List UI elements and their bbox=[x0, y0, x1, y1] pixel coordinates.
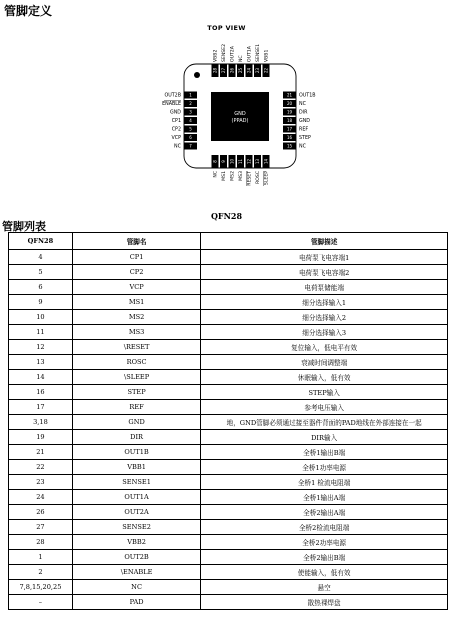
top-pin-number: 28 bbox=[212, 67, 218, 74]
right-pin-name: REF bbox=[299, 127, 309, 133]
bottom-pin-number: 13 bbox=[254, 158, 260, 165]
bottom-pin-name: RESET bbox=[247, 171, 253, 186]
left-pin-number: 3 bbox=[189, 109, 192, 115]
table-row bbox=[9, 250, 448, 265]
table-row bbox=[9, 370, 448, 385]
pin-name-cell: REF bbox=[72, 400, 200, 415]
top-pin-number: 24 bbox=[246, 67, 252, 74]
right-pin-name: OUT1B bbox=[299, 93, 316, 99]
pin-description-cell: 复位输入，低电平有效 bbox=[201, 340, 448, 355]
top-pin-name: OUT1A bbox=[247, 46, 253, 62]
table-row bbox=[9, 340, 448, 355]
pin-description-cell: 地，GND管脚必须通过接至器件背面的PAD地线在外部连接在一起 bbox=[201, 415, 448, 430]
left-pin-number: 1 bbox=[189, 92, 192, 98]
pin-description-cell: 全桥1功率电源 bbox=[201, 460, 448, 475]
left-pin-name: ENABLE bbox=[162, 102, 181, 108]
pin-description-cell: 细分选择输入2 bbox=[201, 310, 448, 325]
pin-name-cell: STEP bbox=[72, 385, 200, 400]
pin-name-cell: DIR bbox=[72, 430, 200, 445]
pin-description-cell: DIR输入 bbox=[201, 430, 448, 445]
bottom-pin-number: 12 bbox=[246, 158, 252, 165]
table-row bbox=[9, 265, 448, 280]
top-pin-name: NC bbox=[239, 55, 245, 62]
bottom-pin-name: ROSC bbox=[256, 171, 262, 184]
table-row bbox=[9, 430, 448, 445]
pin-number-cell: 12 bbox=[9, 340, 73, 355]
pin-description-cell: 悬空 bbox=[201, 580, 448, 595]
section-title: 管脚定义 bbox=[4, 4, 53, 18]
table-row bbox=[9, 535, 448, 550]
table-row bbox=[9, 280, 448, 295]
pin-number-cell: 11 bbox=[9, 325, 73, 340]
top-pin-number: 26 bbox=[229, 67, 235, 74]
table-row bbox=[9, 580, 448, 595]
pin-description-cell: 全桥2输出B端 bbox=[201, 550, 448, 565]
pin-name-cell: MS1 bbox=[72, 295, 200, 310]
table-row bbox=[9, 325, 448, 340]
pin-description-cell: 全桥1 检流电阻端 bbox=[201, 475, 448, 490]
pin-description-cell: 全桥2检流电阻端 bbox=[201, 520, 448, 535]
bottom-pin-name: MS3 bbox=[239, 171, 245, 181]
pin-name-cell: \ENABLE bbox=[72, 565, 200, 580]
left-pin-name: GND bbox=[170, 110, 181, 116]
pin-description-cell: 全桥2功率电源 bbox=[201, 535, 448, 550]
bottom-pin-number: 14 bbox=[263, 158, 269, 165]
pin-name-cell: \RESET bbox=[72, 340, 200, 355]
right-pin-number: 21 bbox=[286, 92, 293, 98]
pad-label-gnd: GND bbox=[234, 111, 246, 117]
pin-name-cell: OUT1A bbox=[72, 490, 200, 505]
bottom-pin-name: MS2 bbox=[230, 171, 236, 181]
pad-label-ppad: (PPAD) bbox=[231, 118, 249, 124]
pin-name-cell: OUT1B bbox=[72, 445, 200, 460]
right-pin-number: 19 bbox=[286, 109, 293, 115]
left-pin-number: 7 bbox=[189, 143, 192, 149]
pin-number-cell: 3,18 bbox=[9, 415, 73, 430]
right-pin-number: 16 bbox=[286, 135, 293, 141]
table-title: 管脚列表 bbox=[2, 220, 46, 233]
top-pin-number: 27 bbox=[220, 67, 226, 74]
table-row bbox=[9, 295, 448, 310]
table-row bbox=[9, 400, 448, 415]
pin-number-cell: 1 bbox=[9, 550, 73, 565]
pin-name-cell: MS2 bbox=[72, 310, 200, 325]
header-pin-name: 管脚名 bbox=[72, 233, 200, 250]
table-row bbox=[9, 490, 448, 505]
pin-name-cell: VBB2 bbox=[72, 535, 200, 550]
bottom-pin-number: 10 bbox=[229, 158, 235, 165]
bottom-pin-name: NC bbox=[213, 171, 219, 178]
pin-number-cell: 13 bbox=[9, 355, 73, 370]
top-pin-name: SENSE2 bbox=[222, 44, 228, 62]
pin-number-cell: 26 bbox=[9, 505, 73, 520]
right-pin-number: 18 bbox=[286, 118, 293, 124]
top-pin-number: 22 bbox=[263, 67, 269, 74]
pin-name-cell: GND bbox=[72, 415, 200, 430]
pin-name-cell: MS3 bbox=[72, 325, 200, 340]
left-pin-number: 4 bbox=[189, 118, 192, 124]
pin-name-cell: SENSE1 bbox=[72, 475, 200, 490]
right-pin-number: 17 bbox=[286, 126, 293, 132]
pin-description-cell: 电荷泵飞电容端1 bbox=[201, 250, 448, 265]
table-row bbox=[9, 520, 448, 535]
pin-number-cell: 27 bbox=[9, 520, 73, 535]
pin-number-cell: 17 bbox=[9, 400, 73, 415]
table-row bbox=[9, 475, 448, 490]
left-pin-name: CP2 bbox=[171, 127, 181, 133]
bottom-pin-number: 11 bbox=[237, 158, 243, 165]
right-pin-name: GND bbox=[299, 119, 310, 125]
pin-number-cell: 23 bbox=[9, 475, 73, 490]
table-row bbox=[9, 445, 448, 460]
right-pin-name: DIR bbox=[299, 110, 308, 116]
pin-name-cell: SENSE2 bbox=[72, 520, 200, 535]
pin-description-cell: 使能输入，低有效 bbox=[201, 565, 448, 580]
pin-name-cell: OUT2A bbox=[72, 505, 200, 520]
pin-number-cell: 24 bbox=[9, 490, 73, 505]
pin-number-cell: 5 bbox=[9, 265, 73, 280]
right-pin-name: NC bbox=[299, 144, 306, 150]
table-header-row bbox=[9, 233, 448, 250]
pin-name-cell: PAD bbox=[72, 595, 200, 610]
left-pin-name: VCP bbox=[171, 136, 181, 142]
pin-number-cell: 7,8,15,20,25 bbox=[9, 580, 73, 595]
pin-name-cell: ROSC bbox=[72, 355, 200, 370]
pin-table bbox=[8, 232, 448, 610]
pin-number-cell: 2 bbox=[9, 565, 73, 580]
bottom-pin-number: 9 bbox=[220, 160, 226, 163]
left-pin-name: OUT2B bbox=[164, 93, 181, 99]
pin-number-cell: 28 bbox=[9, 535, 73, 550]
table-row bbox=[9, 385, 448, 400]
table-row bbox=[9, 565, 448, 580]
top-pin-name: OUT2A bbox=[230, 46, 236, 62]
right-pin-name: STEP bbox=[299, 136, 311, 142]
pinout-diagram bbox=[0, 0, 453, 210]
pin-description-cell: 衰减时间调整端 bbox=[201, 355, 448, 370]
pin-number-cell: 4 bbox=[9, 250, 73, 265]
right-pin-name: NC bbox=[299, 102, 306, 108]
right-pin-number: 20 bbox=[286, 101, 293, 107]
pin-number-cell: 19 bbox=[9, 430, 73, 445]
pin-number-cell: 21 bbox=[9, 445, 73, 460]
header-qfn28: QFN28 bbox=[9, 233, 73, 250]
top-pin-name: SENSE1 bbox=[256, 44, 262, 62]
pin-name-cell: CP1 bbox=[72, 250, 200, 265]
table-row bbox=[9, 460, 448, 475]
pin-number-cell: 14 bbox=[9, 370, 73, 385]
pin-name-cell: VBB1 bbox=[72, 460, 200, 475]
pin-description-cell: 休眠输入，低有效 bbox=[201, 370, 448, 385]
pin-description-cell: 参考电压输入 bbox=[201, 400, 448, 415]
pin-description-cell: 电荷泵飞电容端2 bbox=[201, 265, 448, 280]
pin-description-cell: 全桥2输出A端 bbox=[201, 505, 448, 520]
pin-description-cell: 全桥1输出B端 bbox=[201, 445, 448, 460]
table-row bbox=[9, 415, 448, 430]
pin-name-cell: OUT2B bbox=[72, 550, 200, 565]
pin-number-cell: – bbox=[9, 595, 73, 610]
right-pin-number: 15 bbox=[286, 143, 293, 149]
pin-name-cell: \SLEEP bbox=[72, 370, 200, 385]
top-pin-name: VBB1 bbox=[264, 49, 270, 62]
pin-description-cell: 散热裸焊盘 bbox=[201, 595, 448, 610]
left-pin-number: 2 bbox=[189, 101, 192, 107]
pin-description-cell: 全桥1输出A端 bbox=[201, 490, 448, 505]
top-pin-number: 25 bbox=[237, 67, 243, 74]
table-row bbox=[9, 595, 448, 610]
top-pin-name: VBB2 bbox=[213, 49, 219, 62]
pin-name-cell: CP2 bbox=[72, 265, 200, 280]
pin-name-cell: NC bbox=[72, 580, 200, 595]
pin-description-cell: STEP输入 bbox=[201, 385, 448, 400]
pin-number-cell: 16 bbox=[9, 385, 73, 400]
left-pin-number: 6 bbox=[189, 135, 192, 141]
left-pin-name: NC bbox=[174, 144, 181, 150]
left-pin-number: 5 bbox=[189, 126, 192, 132]
header-pin-desc: 管脚描述 bbox=[201, 233, 448, 250]
pin-description-cell: 电荷泵储能端 bbox=[201, 280, 448, 295]
left-pin-name: CP1 bbox=[171, 119, 181, 125]
pin1-marker-dot bbox=[194, 72, 200, 78]
pin-number-cell: 6 bbox=[9, 280, 73, 295]
top-pin-number: 23 bbox=[254, 67, 260, 74]
pin-description-cell: 细分选择输入3 bbox=[201, 325, 448, 340]
bottom-pin-number: 8 bbox=[212, 160, 218, 163]
table-row bbox=[9, 505, 448, 520]
pin-description-cell: 细分选择输入1 bbox=[201, 295, 448, 310]
bottom-pin-name: MS1 bbox=[222, 171, 228, 181]
package-label: QFN28 bbox=[210, 211, 243, 221]
top-view-label: TOP VIEW bbox=[207, 24, 246, 32]
table-row bbox=[9, 355, 448, 370]
pin-number-cell: 10 bbox=[9, 310, 73, 325]
table-row bbox=[9, 550, 448, 565]
pin-number-cell: 22 bbox=[9, 460, 73, 475]
bottom-pin-name: SLEEP bbox=[264, 171, 270, 186]
pin-name-cell: VCP bbox=[72, 280, 200, 295]
pin-number-cell: 9 bbox=[9, 295, 73, 310]
table-row bbox=[9, 310, 448, 325]
